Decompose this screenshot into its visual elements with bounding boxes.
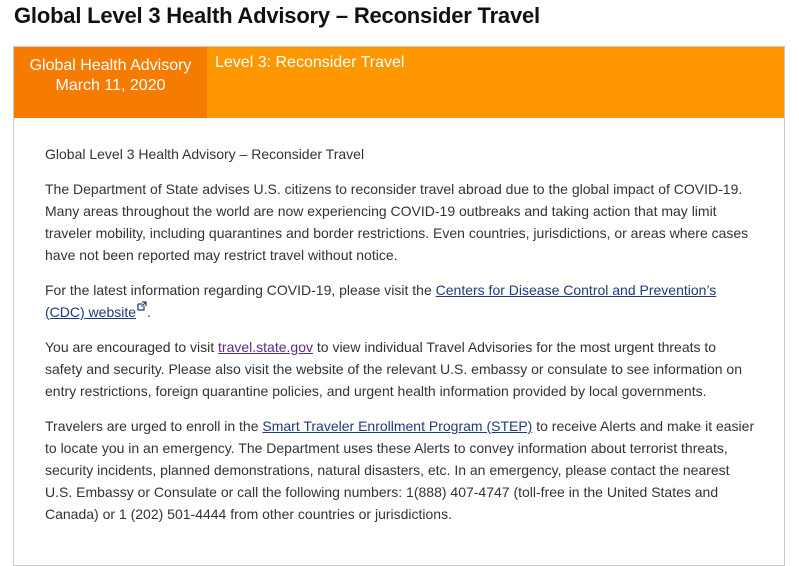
advisory-date-block xyxy=(14,47,207,118)
travel-state-gov-link[interactable]: travel.state.gov xyxy=(218,339,313,355)
paragraph-3-text-after: to view individual Travel Advisories for the most urgent threats to safety and security. Please also visit the website of the relevant U.S. embassy or consulate to see information on entry restrictions, foreign quarantine policies, and urgent health information provided by local governments. xyxy=(45,339,742,399)
advisory-type-label: Global Health Advisory xyxy=(29,57,192,74)
advisory-date: March 11, 2020 xyxy=(55,77,166,94)
paragraph-2-text-before: For the latest information regarding COVID-19, please visit the xyxy=(45,282,436,298)
advisory-box xyxy=(13,46,785,566)
paragraph-3-text-before: You are encouraged to visit xyxy=(45,339,219,355)
paragraph-4-text-after: to receive Alerts and make it easier to locate you in an emergency. The Department uses these Alerts to convey information about terrorist threats, security incidents, planned demonstrations, natural disasters, etc. In an emergency, please contact the nearest U.S. Embassy or Consulate or call the following numbers: 1(888) 407-4747 (toll-free in the United States and Canada) or 1 (202) 501-4444 from other countries or jurisdictions. xyxy=(45,418,755,522)
page-title: Global Level 3 Health Advisory – Reconsider Travel xyxy=(14,3,540,28)
advisory-paragraph-2 xyxy=(45,279,757,323)
step-enrollment-link[interactable]: Smart Traveler Enrollment Program (STEP) xyxy=(262,418,533,434)
advisory-paragraph-1: The Department of State advises U.S. citizens to reconsider travel abroad due to the global impact of COVID-19. Many areas throughout the world are now experiencing COVID-19 outbreaks and taking action that may limit traveler mobility, including quarantines and border restrictions. Even countries, jurisdictions, or areas where cases have not been reported may restrict travel without notice. xyxy=(45,181,749,263)
advisory-paragraph-3 xyxy=(45,336,757,402)
advisory-paragraph-4 xyxy=(45,415,757,525)
paragraph-2-text-after: . xyxy=(147,304,151,320)
advisory-banner xyxy=(14,47,784,118)
cdc-website-link[interactable]: Centers for Disease Control and Prevention’s (CDC) website xyxy=(45,282,717,320)
advisory-heading: Global Level 3 Health Advisory – Reconsider Travel xyxy=(45,146,365,162)
external-link-icon xyxy=(137,301,147,315)
paragraph-4-text-before: Travelers are urged to enroll in the xyxy=(45,418,263,434)
advisory-level-label: Level 3: Reconsider Travel xyxy=(215,54,405,71)
advisory-content xyxy=(45,143,757,538)
